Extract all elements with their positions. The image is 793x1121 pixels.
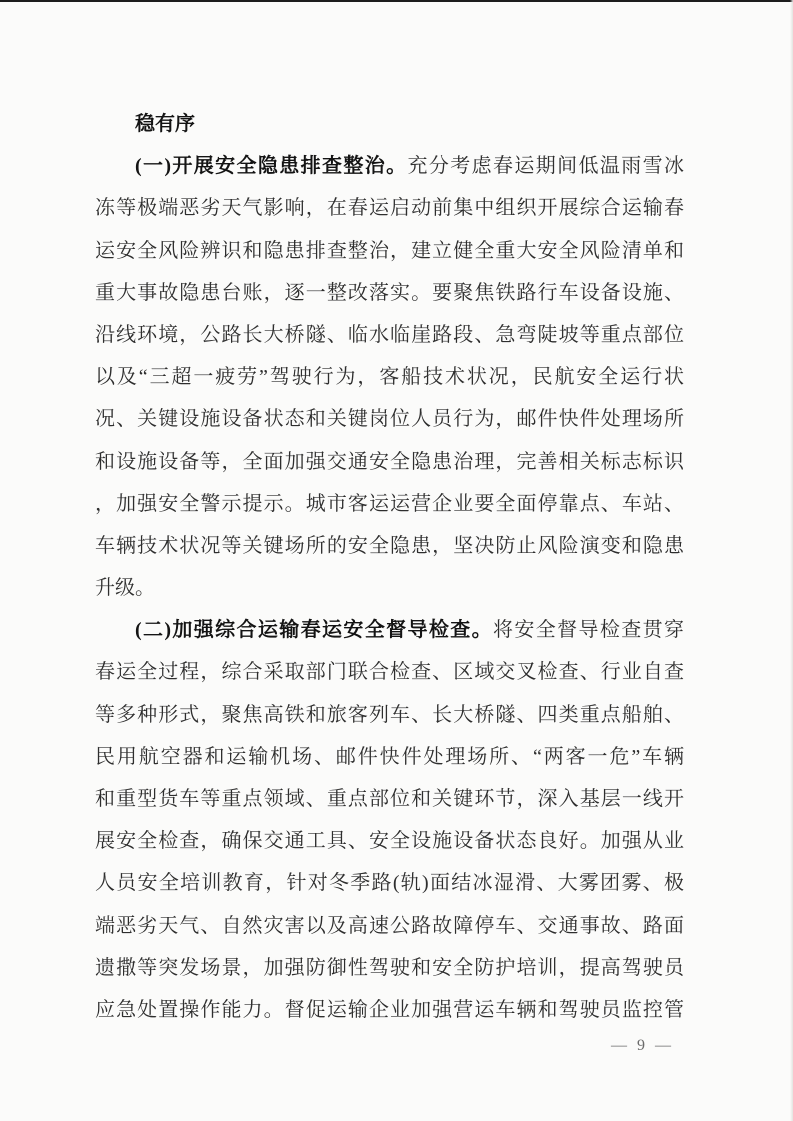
body-text: 车辆技术状况等关键场所的安全隐患，坚决防止风险演变和隐患 — [95, 534, 684, 557]
section-heading-line — [95, 609, 684, 651]
body-text: 人员安全培训教育，针对冬季路(轨)面结冰湿滑、大雾团雾、极 — [95, 872, 684, 895]
body-text: 重大事故隐患台账，逐一整改落实。要聚焦铁路行车设备设施、 — [95, 281, 684, 304]
text-line — [95, 272, 684, 314]
body-text: ，加强安全警示提示。城市客运运营企业要全面停靠点、车站、 — [95, 492, 684, 515]
page-number: — 9 — — [611, 1037, 674, 1054]
body-text: 展安全检查，确保交通工具、安全设施设备状态良好。加强从业 — [95, 830, 684, 853]
section-heading-line — [95, 103, 684, 145]
text-line — [95, 567, 684, 609]
body-text: 运安全风险辨识和隐患排查整治，建立健全重大安全风险清单和 — [95, 239, 684, 262]
body-text: 冻等极端恶劣天气影响，在春运启动前集中组织开展综合运输春 — [95, 197, 684, 220]
body-text: 况、关键设施设备状态和关键岗位人员行为，邮件快件处理场所 — [95, 408, 684, 431]
body-text: 沿线环境，公路长大桥隧、临水临崖路段、急弯陡坡等重点部位 — [95, 323, 684, 346]
body-text: 应急处置操作能力。督促运输企业加强营运车辆和驾驶员监控管 — [95, 998, 684, 1021]
text-line — [95, 398, 684, 440]
text-line — [95, 862, 684, 904]
body-text: 春运全过程，综合采取部门联合检查、区域交叉检查、行业自查 — [95, 661, 684, 684]
body-text: 和设施设备等，全面加强交通安全隐患治理，完善相关标志标识 — [95, 450, 684, 473]
text-line — [95, 483, 684, 525]
section-heading-line — [95, 145, 684, 187]
text-line — [95, 820, 684, 862]
section-heading-lead: (二)加强综合运输春运安全督导检查。 — [135, 619, 494, 642]
section-heading-lead: 稳有序 — [135, 113, 195, 135]
text-line — [95, 778, 684, 820]
scan-top-border — [0, 0, 793, 2]
text-line — [95, 441, 684, 483]
text-line — [95, 736, 684, 778]
body-text: 升级。 — [95, 577, 155, 600]
body-text: 将安全督导检查贯穿 — [493, 619, 684, 642]
body-text: 等多种形式，聚焦高铁和旅客列车、长大桥隧、四类重点船舶、 — [95, 703, 684, 726]
body-text: 充分考虑春运期间低温雨雪冰 — [407, 155, 684, 178]
text-line — [95, 356, 684, 398]
text-line — [95, 905, 684, 947]
body-text: 端恶劣天气、自然灾害以及高速公路故障停车、交通事故、路面 — [95, 914, 684, 937]
document-body — [95, 103, 684, 1031]
text-line — [95, 187, 684, 229]
text-line — [95, 651, 684, 693]
text-line — [95, 694, 684, 736]
text-line — [95, 314, 684, 356]
text-line — [95, 525, 684, 567]
body-text: 遗撒等突发场景，加强防御性驾驶和安全防护培训，提高驾驶员 — [95, 956, 684, 979]
text-line — [95, 947, 684, 989]
section-heading-lead: (一)开展安全隐患排查整治。 — [135, 155, 408, 178]
body-text: 以及“三超一疲劳”驾驶行为，客船技术状况，民航安全运行状 — [95, 366, 684, 389]
text-line — [95, 989, 684, 1031]
body-text: 民用航空器和运输机场、邮件快件处理场所、“两客一危”车辆 — [95, 745, 684, 768]
text-line — [95, 230, 684, 272]
body-text: 和重型货车等重点领域、重点部位和关键环节，深入基层一线开 — [95, 788, 684, 810]
